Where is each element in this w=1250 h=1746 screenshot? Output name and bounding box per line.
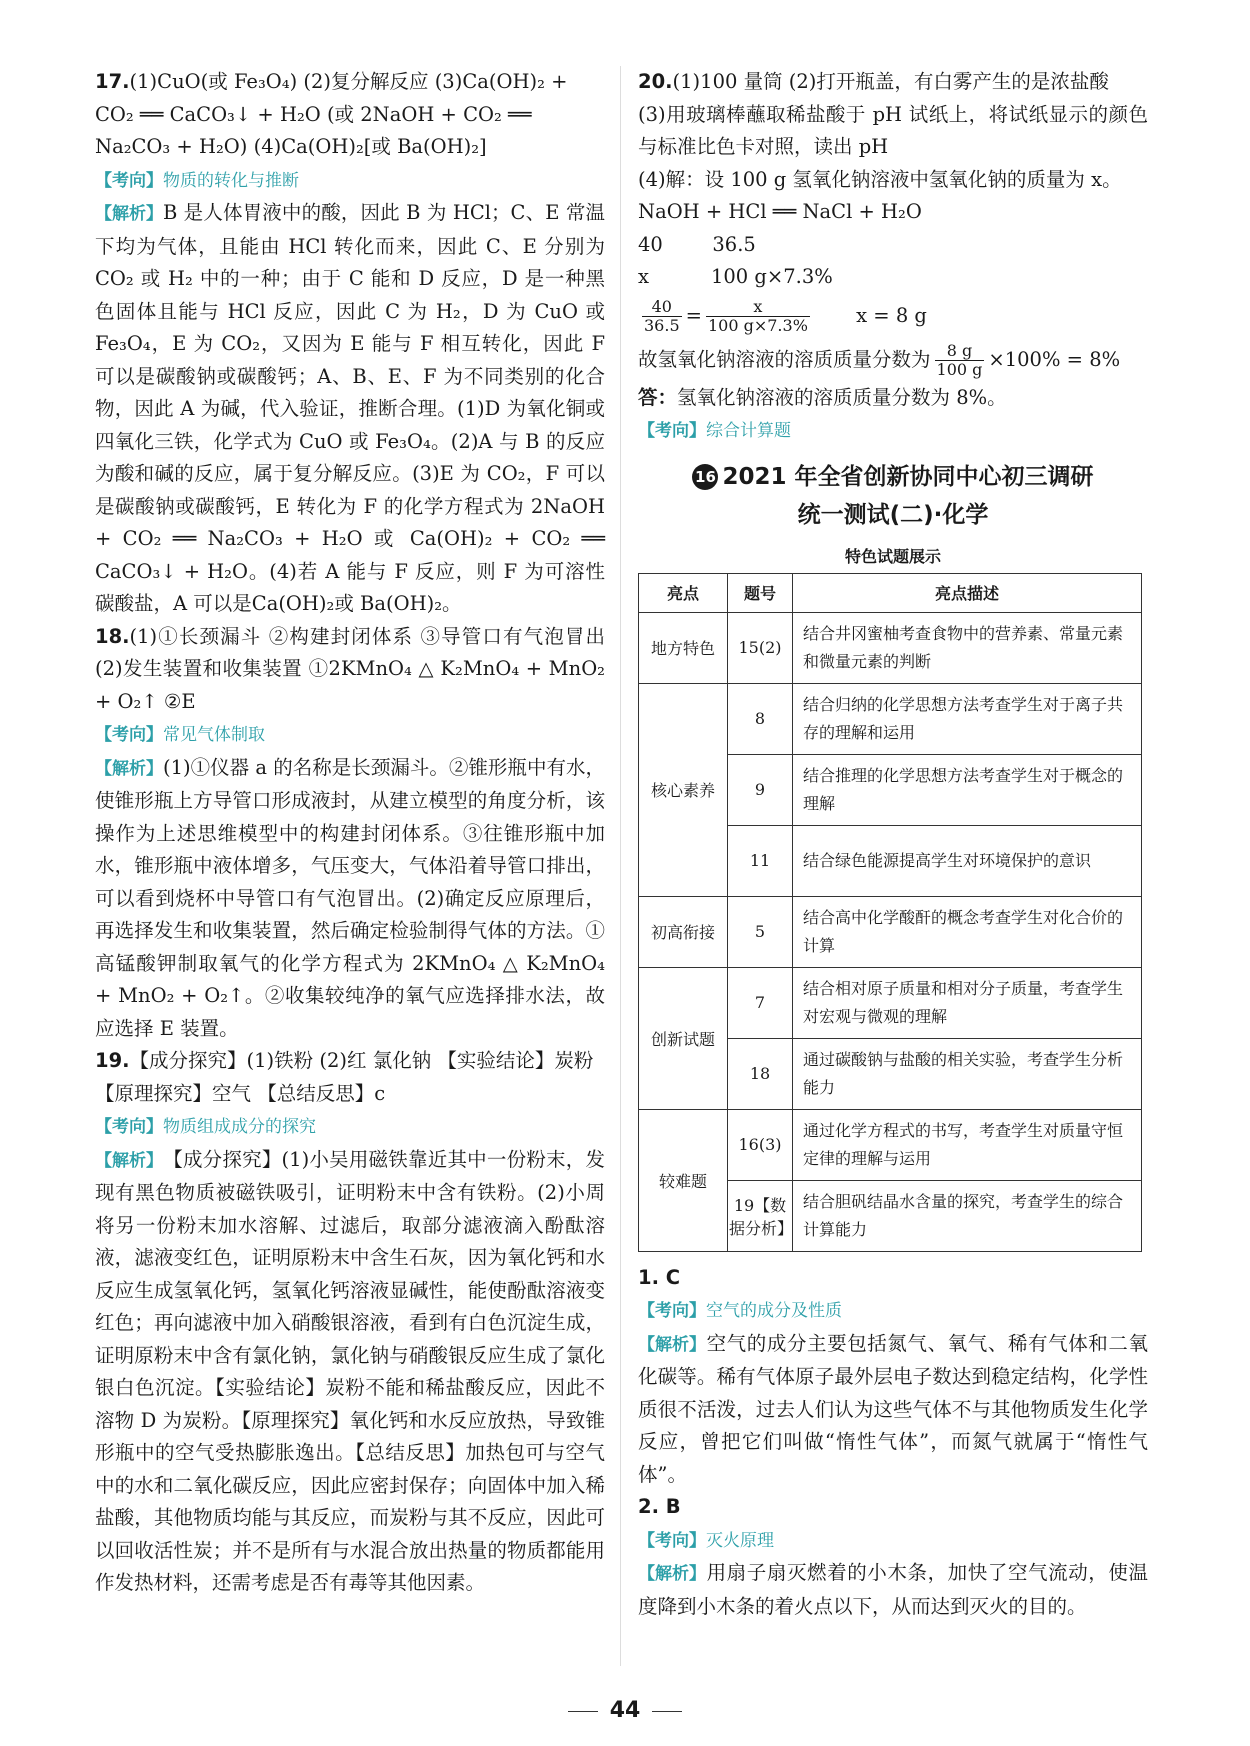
highlight-category: 初高衔接 — [639, 896, 728, 967]
q17-answer-line-2: CO₂ ══ CaCO₃↓ + H₂O (或 2NaOH + CO₂ ══ — [95, 102, 532, 126]
table-row — [639, 967, 1142, 1038]
q20-equation: NaOH + HCl ══ NaCl + H₂O — [638, 200, 922, 223]
q20-final-answer — [638, 382, 1148, 415]
frac1-denominator: 36.5 — [644, 315, 680, 335]
kaoxiang-label: 【考向】 — [95, 170, 163, 191]
s16q2-answer: 2. B — [638, 1495, 681, 1518]
question-number-cell: 18 — [728, 1038, 793, 1109]
question-number-cell: 19【数据分析】 — [728, 1180, 793, 1251]
q19-number: 19. — [95, 1049, 130, 1072]
s16q1-kaoxiang — [638, 1294, 1148, 1328]
q17-kaoxiang — [95, 164, 605, 198]
kaoxiang-label: 【考向】 — [95, 725, 163, 745]
jiexi-text: 【成分探究】(1)小吴用磁铁靠近其中一份粉末，发现有黑色物质被磁铁吸引，证明粉末中含有铁粉。(2)小周将另一份粉末加水溶解、过滤后，取部分滤液滴入酚酞溶液，滤液变红色，证明原粉末中含生石灰，因为氧化钙和水反应生成氢氧化钙，氢氧化钙溶液显碱性，能使酚酞溶液变红色；再向滤液中加入硝酸银溶液，看到有白色沉淀生成，证明原粉末中含有氯化钠，氯化钠与硝酸银反应生成了氯化银白色沉淀。【实验结论】炭粉不能和稀盐酸反应，因此不溶物 D 为炭粉。【原理探究】氧化钙和水反应放热，导致锥形瓶中的空气受热膨胀逸出。【总结反思】加热包可与空气中的水和二氧化碳反应，因此应密封保存；向固体中加入稀盐酸，其他物质均能与其反应，而炭粉与其不反应，因此可以回收活性炭；并不是所有与水混合放出热量的物质都能用作发热材料，还需考虑是否有毒等其他因素。 — [95, 1147, 605, 1594]
question-number-cell: 7 — [728, 967, 793, 1038]
frac2-numerator: x — [706, 298, 810, 317]
jiexi-text: B 是人体胃液中的酸，因此 B 为 HCl；C、E 常温下均为气体，且能由 HCl 转化而来，因此 C、E 分别为 CO₂ 或 H₂ 中的一种；由于 C 能和 D 反应，D 是一种黑色固体且能与 HCl 反应，因此 C 为 H₂，D 为 CuO 或 Fe₃O₄，E 为 CO₂，又因为 E 能与 F 相互转化，因此 F 可以是碳酸钠或碳酸钙；A、B、E、F 为不同类别的化合物，因此 A 为碱，代入验证，推断合理。(1)D 为氧化铜或四氧化三铁，化学式为 CuO 或 Fe₃O₄。(2)A 与 B 的反应为酸和碱的反应，属于复分解反应。(3)E 为 CO₂，F 可以是碳酸钠或碳酸钙，E 转化为 F 的化学方程式为 2NaOH + CO₂ ══ Na₂CO₃ + H₂O 或 Ca(OH)₂ + CO₂ ══ CaCO₃↓ + H₂O。(4)若 A 能与 F 反应，则 F 为可溶性碳酸盐，A 可以是Ca(OH)₂或 Ba(OH)₂。 — [95, 201, 605, 615]
q20-row-b: x 100 g×7.3% — [638, 265, 833, 288]
q17-answer — [95, 66, 605, 164]
q20-proportion: $\frac{40}{36.5}$ = $\frac{x}{100 g\times 7.3\%}$ x = 8 g — [644, 296, 927, 335]
q20-line-1-text: (1)100 量筒 (2)打开瓶盖，有白雾产生的是浓盐酸 — [672, 70, 1109, 93]
q17-jiexi — [95, 197, 605, 621]
description-cell: 结合绿色能源提高学生对环境保护的意识 — [793, 825, 1142, 896]
table-row — [639, 896, 1142, 967]
table-row — [639, 1109, 1142, 1180]
section-title-text-1: 2021 年全省创新协同中心初三调研 — [722, 463, 1094, 490]
description-cell: 结合相对原子质量和相对分子质量，考查学生对宏观与微观的理解 — [793, 967, 1142, 1038]
header-question-number: 题号 — [728, 573, 793, 612]
x-result: x = 8 g — [856, 303, 927, 327]
kaoxiang-label: 【考向】 — [638, 421, 706, 441]
q20-number: 20. — [638, 70, 673, 93]
q19-answer-line-1: 【成分探究】(1)铁粉 (2)红 氯化钠 【实验结论】炭粉 — [129, 1049, 594, 1072]
q18-number: 18. — [95, 624, 130, 648]
fraction-1 — [642, 298, 682, 335]
table-header-row — [639, 573, 1142, 612]
page-number — [0, 1698, 1250, 1723]
s16q2-jiexi — [638, 1557, 1148, 1623]
description-cell: 结合归纳的化学思想方法考查学生对于离子共存的理解和运用 — [793, 683, 1142, 754]
q18-answer — [95, 621, 605, 719]
q20-kaoxiang — [638, 414, 1148, 448]
kaoxiang-label: 【考向】 — [95, 1117, 163, 1137]
kaoxiang-text: 物质组成成分的探究 — [163, 1117, 316, 1137]
fraction-2 — [706, 298, 810, 335]
description-cell: 通过碳酸钠与盐酸的相关实验，考查学生分析能力 — [793, 1038, 1142, 1109]
kaoxiang-text: 常见气体制取 — [163, 725, 265, 745]
question-18 — [95, 621, 605, 1046]
conc-prefix: 故氢氧化钠溶液的溶质质量分数为 — [638, 347, 931, 371]
kaoxiang-text: 综合计算题 — [706, 421, 791, 441]
jiexi-text: 用扇子扇灭燃着的小木条，加快了空气流动，使温度降到小木条的着火点以下，从而达到灭火的目的。 — [638, 1561, 1148, 1618]
q20-line-1 — [638, 66, 1148, 99]
highlights-table — [638, 573, 1142, 1252]
highlight-category: 较难题 — [639, 1109, 728, 1251]
question-20 — [638, 66, 1148, 448]
frac1-numerator: 40 — [642, 298, 682, 317]
s16q1-jiexi — [638, 1328, 1148, 1492]
q20-concentration — [638, 338, 1148, 382]
section-16-heading — [638, 458, 1148, 534]
kaoxiang-label: 【考向】 — [638, 1530, 706, 1551]
s16q1-answer: 1. C — [638, 1265, 681, 1289]
right-column — [638, 66, 1148, 1623]
jiexi-text: 空气的成分主要包括氮气、氧气、稀有气体和二氧化碳等。稀有气体原子最外层电子数达到稳定结构，化学性质很不活泼，过去人们认为这些气体不与其他物质发生化学反应，曾把它们叫做“惰性气体”，而氮气就属于“惰性气体”。 — [638, 1331, 1148, 1486]
question-19 — [95, 1045, 605, 1600]
conc-suffix: ×100% = 8% — [988, 347, 1121, 371]
s16-question-2 — [638, 1491, 1148, 1623]
section-title-line-2: 统一测试(二)·化学 — [797, 501, 989, 528]
kaoxiang-label: 【考向】 — [638, 1301, 706, 1321]
kaoxiang-text: 物质的转化与推断 — [163, 170, 299, 191]
q20-line-3: (4)解：设 100 g 氢氧化钠溶液中氢氧化钠的质量为 x。 — [638, 167, 1122, 191]
jiexi-label: 【解析】 — [95, 204, 163, 224]
page-number-text: 44 — [609, 1698, 641, 1723]
description-cell: 结合高中化学酸酐的概念考查学生对化合价的计算 — [793, 896, 1142, 967]
jiexi-label: 【解析】 — [638, 1334, 706, 1355]
kaoxiang-text: 空气的成分及性质 — [706, 1301, 842, 1321]
left-column — [95, 66, 605, 1600]
table-row — [639, 683, 1142, 754]
description-cell: 结合胆矾结晶水含量的探究，考查学生的综合计算能力 — [793, 1180, 1142, 1251]
table-body — [639, 612, 1142, 1251]
q19-answer-line-2: 【原理探究】空气 【总结反思】c — [95, 1081, 386, 1105]
question-number-cell: 15(2) — [728, 612, 793, 683]
question-17 — [95, 66, 605, 621]
conc-fraction — [935, 342, 985, 379]
description-cell: 结合井冈蜜柚考查食物中的营养素、常量元素和微量元素的判断 — [793, 612, 1142, 683]
jiexi-label: 【解析】 — [638, 1564, 706, 1584]
answer-label: 答： — [638, 385, 678, 409]
q18-jiexi — [95, 752, 605, 1046]
description-cell: 通过化学方程式的书写，考查学生对质量守恒定律的理解与运用 — [793, 1109, 1142, 1180]
table-row — [639, 612, 1142, 683]
section-number-badge: 16 — [692, 464, 718, 490]
q19-kaoxiang — [95, 1110, 605, 1144]
question-number-cell: 9 — [728, 754, 793, 825]
conc-denominator: 100 g — [936, 359, 983, 379]
highlight-category: 地方特色 — [639, 612, 728, 683]
table-caption: 特色试题展示 — [844, 546, 941, 566]
question-number-cell: 8 — [728, 683, 793, 754]
question-number-cell: 5 — [728, 896, 793, 967]
frac2-denominator: 100 g×7.3% — [707, 315, 808, 335]
q17-answer-line-3: Na₂CO₃ + H₂O) (4)Ca(OH)₂[或 Ba(OH)₂] — [95, 135, 487, 158]
jiexi-label: 【解析】 — [95, 758, 163, 779]
q17-number: 17. — [95, 70, 130, 93]
description-cell: 结合推理的化学思想方法考查学生对于概念的理解 — [793, 754, 1142, 825]
q18-kaoxiang — [95, 718, 605, 752]
kaoxiang-text: 灭火原理 — [706, 1530, 774, 1551]
header-description: 亮点描述 — [793, 573, 1142, 612]
q19-answer — [95, 1045, 605, 1110]
question-number-cell: 11 — [728, 825, 793, 896]
header-highlight: 亮点 — [639, 573, 728, 612]
q18-answer-text: (1)①长颈漏斗 ②构建封闭体系 ③导管口有气泡冒出 (2)发生装置和收集装置 ①2KMnO₄ △ K₂MnO₄ + MnO₂ + O₂↑ ②E — [95, 624, 605, 713]
s16q2-kaoxiang — [638, 1524, 1148, 1558]
q17-answer-line-1: (1)CuO(或 Fe₃O₄) (2)复分解反应 (3)Ca(OH)₂ + — [129, 70, 568, 93]
dash-left — [568, 1711, 598, 1712]
section-title-line-1 — [638, 458, 1148, 496]
jiexi-label: 【解析】 — [95, 1150, 163, 1171]
jiexi-text: (1)①仪器 a 的名称是长颈漏斗。②锥形瓶中有水，使锥形瓶上方导管口形成液封，从建立模型的角度分析，该操作为上述思维模型中的构建封闭体系。③往锥形瓶中加水，锥形瓶中液体增多，气压变大，气体沿着导管口排出，可以看到烧杯中导管口有气泡冒出。(2)确定反应原理后，再选择发生和收集装置，然后确定检验制得气体的方法。①高锰酸钾制取氧气的化学方程式为 2KMnO₄ △ K₂MnO₄ + MnO₂ + O₂↑。②收集较纯净的氧气应选择排水法，故应选择 E 装置。 — [95, 755, 605, 1040]
question-number-cell: 16(3) — [728, 1109, 793, 1180]
conc-numerator: 8 g — [935, 342, 985, 361]
q20-row-a: 40 36.5 — [638, 232, 756, 256]
dash-right — [652, 1711, 682, 1712]
q19-jiexi — [95, 1144, 605, 1600]
highlight-category: 核心素养 — [639, 683, 728, 896]
answer-text: 氢氧化钠溶液的溶质质量分数为 8%。 — [677, 385, 1007, 409]
highlight-category: 创新试题 — [639, 967, 728, 1109]
q20-line-2: (3)用玻璃棒蘸取稀盐酸于 pH 试纸上，将试纸显示的颜色与标准比色卡对照，读出 pH — [638, 102, 1148, 158]
column-divider — [620, 66, 621, 1666]
s16-question-1 — [638, 1262, 1148, 1492]
